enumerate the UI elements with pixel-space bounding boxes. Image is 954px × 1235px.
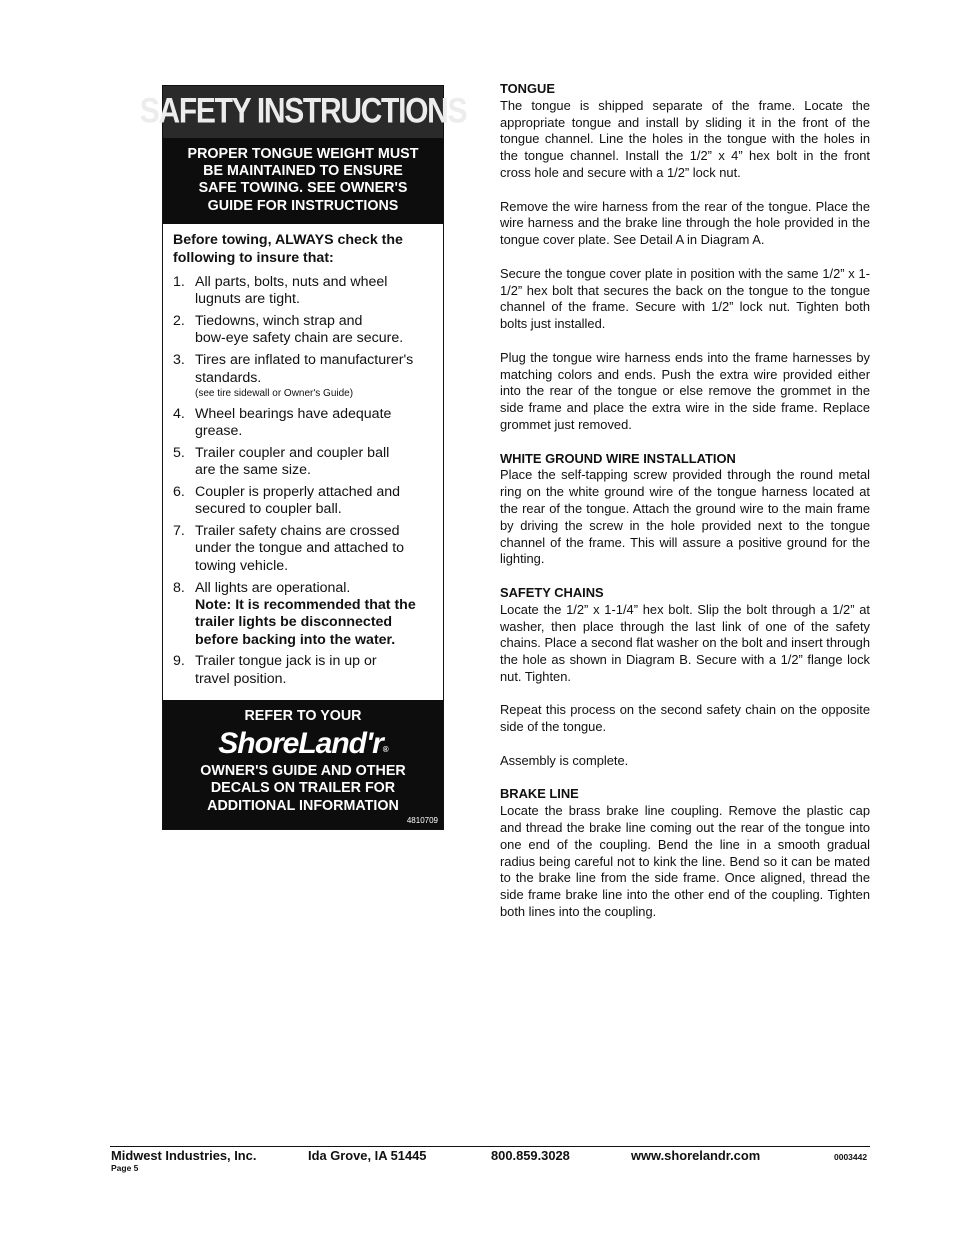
item-note-bold: before backing into the water. [195,631,396,648]
paragraph: Locate the 1/2” x 1-1/4” hex bolt. Slip the bolt through a 1/2” at washer, then place through the last link of one of the safety chains. Place a second flat washer on the bolt and insert through the hole as shown in Diagram B. Secure with a 1/2” flange lock nut. Tighten. [500,601,870,684]
section-white-ground-wire [500,451,870,569]
checklist-item [173,523,441,575]
item-number: 4. [173,405,185,422]
item-text: travel position. [195,670,287,687]
paragraph: The tongue is shipped separate of the frame. Locate the appropriate tongue and install by sliding it in the front of the tongue channel. Line the holes in the tongue with the holes in the tongue channel. Install the 1/2” x 4” hex bolt in the front cross hole and secure with a 1/2” lock nut. [500,97,870,180]
decal-footer [163,700,443,829]
section-heading: BRAKE LINE [500,786,579,802]
checklist-item [173,484,441,519]
item-text: Tiedowns, winch strap and [195,313,363,330]
footer-line: OWNER'S GUIDE AND OTHER [200,763,406,779]
footer-rule [110,1146,870,1147]
section-heading: WHITE GROUND WIRE INSTALLATION [500,450,736,466]
item-text: Trailer tongue jack is in up or [195,653,377,670]
item-number: 6. [173,483,185,500]
footer-phone: 800.859.3028 [491,1148,570,1163]
item-text: under the tongue and attached to [195,540,405,557]
paragraph: Assembly is complete. [500,752,629,768]
item-note: (see tire sidewall or Owner's Guide) [195,387,354,399]
decal-footer-text [163,763,443,815]
item-text: Wheel bearings have adequate [195,405,392,422]
item-number: 1. [173,274,185,290]
footer-doc-code: 0003442 [834,1152,868,1162]
checklist-item [173,406,441,441]
warning-line: SAFE TOWING. SEE OWNER'S [198,180,408,197]
assembly-instructions [500,81,870,938]
item-note-bold: Note: It is recommended that the [195,596,416,613]
item-number: 3. [173,352,185,369]
item-text: All parts, bolts, nuts and wheel [195,274,388,290]
item-text: secured to coupler ball. [195,501,342,518]
shorelandr-logo [163,724,443,764]
decal-title: SAFETY INSTRUCTIONS [139,91,467,131]
item-text: bow-eye safety chain are secure. [195,330,404,347]
section-brake-line [500,786,870,920]
refer-text: REFER TO YOUR [244,708,362,724]
item-text: grease. [195,422,243,439]
item-text: All lights are operational. [195,579,351,596]
item-text: Coupler is properly attached and [195,483,401,500]
checklist-item [173,445,441,480]
paragraph: Place the self-tapping screw provided through the round metal ring on the white ground wire of the tongue harness located at the rear of the tongue. Attach the ground wire to the main frame by driving the screw in the hole provided next to the tongue channel of the frame. This will assure a positive ground for the lighting. [500,467,870,567]
item-text: are the same size. [195,462,311,479]
paragraph: Plug the tongue wire harness ends into the frame harnesses by matching colors and ends. Push the extra wire provided either into the rear of the tongue or else remove the grommet in the side frame and place the extra wire in the side frame. Replace grommet just removed. [500,349,870,432]
safety-instructions-decal [139,85,467,830]
section-heading: TONGUE [500,81,555,96]
brand-name: ShoreLand'r [218,727,383,760]
paragraph: Remove the wire harness from the rear of the tongue. Place the wire harness and the brake line through the hole provided in the tongue cover plate. See Detail A in Diagram A. [500,198,870,248]
checklist-item [173,653,441,688]
towing-checklist [173,274,441,693]
paragraph: Secure the tongue cover plate in position with the same 1/2” x 1-1/2” hex bolt that secures the back on the tongue to the tongue channel of the frame. Secure with 1/2” lock nut. Tighten both bolts just installed. [500,265,870,332]
intro-line: following to insure that: [173,249,334,266]
item-text: standards. [195,369,262,386]
decal-part-number: 4810709 [406,816,438,825]
item-text: Trailer safety chains are crossed [195,523,400,540]
section-heading: SAFETY CHAINS [500,584,604,600]
section-tongue [500,81,870,434]
item-number: 2. [173,313,185,330]
item-note-bold: trailer lights be disconnected [195,614,393,631]
checklist-item [173,352,441,401]
checklist-item [173,580,441,649]
footer-line: ADDITIONAL INFORMATION [207,797,399,814]
paragraph: Locate the brass brake line coupling. Remove the plastic cap and thread the brake line coming out the rear of the tongue into one end of the coupling. Bend the line in a smooth gradual radius being careful not to kink the line. Bend so it can be mated to the brake line from the side frame. Once aligned, thread the side frame brake line into the other end of the coupling. Tighten both lines into the coupling. [500,803,870,920]
footer-website: www.shorelandr.com [631,1148,761,1163]
section-safety-chains [500,585,870,770]
checklist-item [173,274,441,309]
warning-line: GUIDE FOR INSTRUCTIONS [207,197,399,214]
item-number: 9. [173,653,185,670]
item-number: 8. [173,579,185,596]
decal-title-bar [139,86,467,138]
item-text: Tires are inflated to manufacturer's [195,352,414,369]
item-text: lugnuts are tight. [195,291,300,308]
checklist-item [173,313,441,348]
warning-line: BE MAINTAINED TO ENSURE [203,163,403,180]
item-number: 7. [173,523,185,540]
footer-line: DECALS ON TRAILER FOR [210,780,396,797]
page-number: Page 5 [111,1163,139,1173]
intro-line: Before towing, ALWAYS check the [173,232,403,248]
footer-company: Midwest Industries, Inc. [111,1148,257,1163]
footer-city: Ida Grove, IA 51445 [308,1148,427,1163]
item-text: Trailer coupler and coupler ball [195,444,390,461]
warning-line: PROPER TONGUE WEIGHT MUST [187,146,419,162]
tongue-weight-warning [163,138,443,224]
item-text: towing vehicle. [195,557,289,574]
item-number: 5. [173,444,185,461]
registered-mark: ® [382,745,388,754]
paragraph: Repeat this process on the second safety chain on the opposite side of the tongue. [500,702,870,735]
checklist-intro [173,232,438,267]
